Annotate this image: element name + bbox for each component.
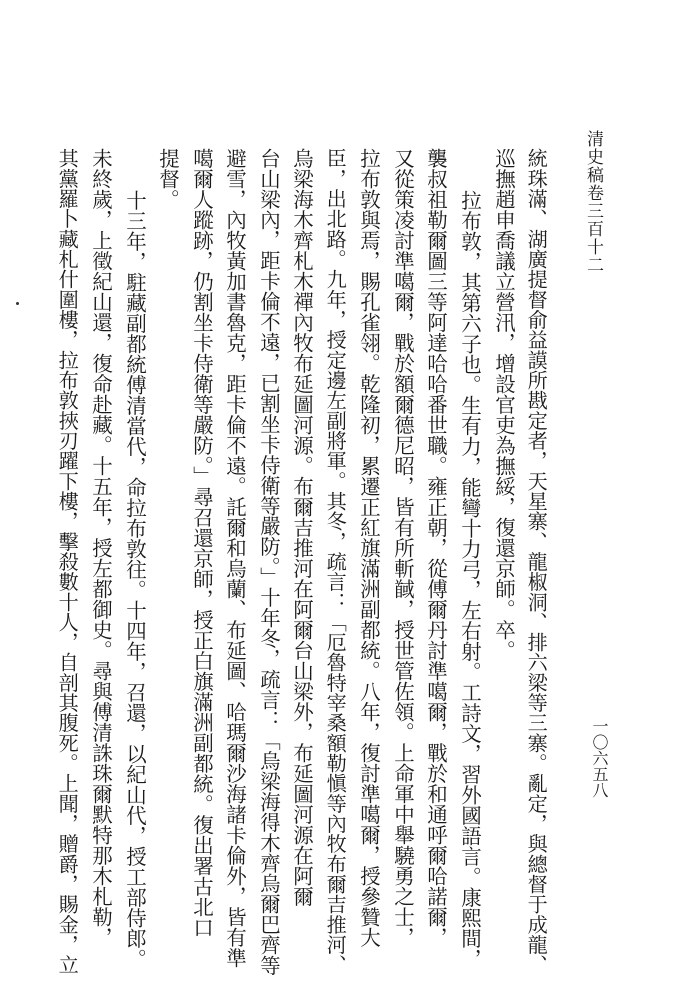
text-column: 臣，出北路。九年，授定邊左副將軍。其冬，疏言：「厄魯特宰桑額勒愼等內牧布爾吉推河、 — [323, 148, 348, 975]
running-header: 清史稿卷三百十二 — [583, 130, 603, 274]
text-column: 又從策凌討準噶爾，戰於額爾德尼昭，皆有所斬馘，授世管佐領。上命軍中舉驍勇之士， — [390, 148, 415, 948]
text-column: 噶爾人蹤跡，仍割坐卡侍衛等嚴防。」尋召還京師，授正白旗滿洲副都統。復出署古北口 — [189, 148, 214, 938]
text-column: 提督。 — [155, 148, 180, 210]
text-column: 拉布敦，其第六子也。生有力，能彎十力弓，左右射。工詩文，習外國語言。康熙間， — [457, 190, 482, 969]
text-column: 襲叔祖勒爾圖三等阿達哈哈番世職。雍正朝，從傅爾丹討準噶爾，戰於和通呼爾哈諾爾， — [423, 148, 448, 948]
margin-dot — [16, 302, 19, 305]
page-number: 一〇六五八 — [590, 718, 609, 798]
text-column: 未終歲，上徵紀山還，復命赴藏。十五年，授左都御史。尋與傅清誅珠爾默特那木札勒， — [88, 148, 113, 948]
text-column: 統珠滿、湖廣提督俞益謨所戡定者，天星寨、龍椒洞、排六梁等三寨。亂定，與總督于成龍、 — [524, 148, 549, 975]
text-column: 台山梁內，距卡倫不遠，已割坐卡侍衛等嚴防。」十年冬，疏言：「烏梁海得木齊烏爾巴齊等 — [256, 148, 281, 976]
text-column: 烏梁海木齊札木禪內牧布延圖河源。布爾吉推河在阿爾台山梁外，布延圖河源在阿爾 — [289, 148, 314, 907]
text-column: 避雪，內牧黃加書魯克，距卡倫不遠。託爾和烏蘭、布延圖、哈瑪爾沙海諸卡倫外，皆有準 — [222, 148, 247, 968]
text-column: 巡撫趙申喬議立營汛，增設官吏為撫綏，復還京師。卒。 — [491, 148, 516, 661]
text-column: 十三年，駐藏副都統傅清當代，命拉布敦往。十四年，召還，以紀山代，授工部侍郎。 — [122, 190, 147, 969]
text-column: 拉布敦與焉，賜孔雀翎。乾隆初，累遷正紅旗滿洲副都統。八年，復討準噶爾，授參贊大 — [356, 148, 381, 948]
text-column: 其黨羅卜藏札什圍樓，拉布敦挾刃躍下樓，擊殺數十人，自剖其腹死。上聞，贈爵，賜金，立 — [55, 148, 80, 975]
